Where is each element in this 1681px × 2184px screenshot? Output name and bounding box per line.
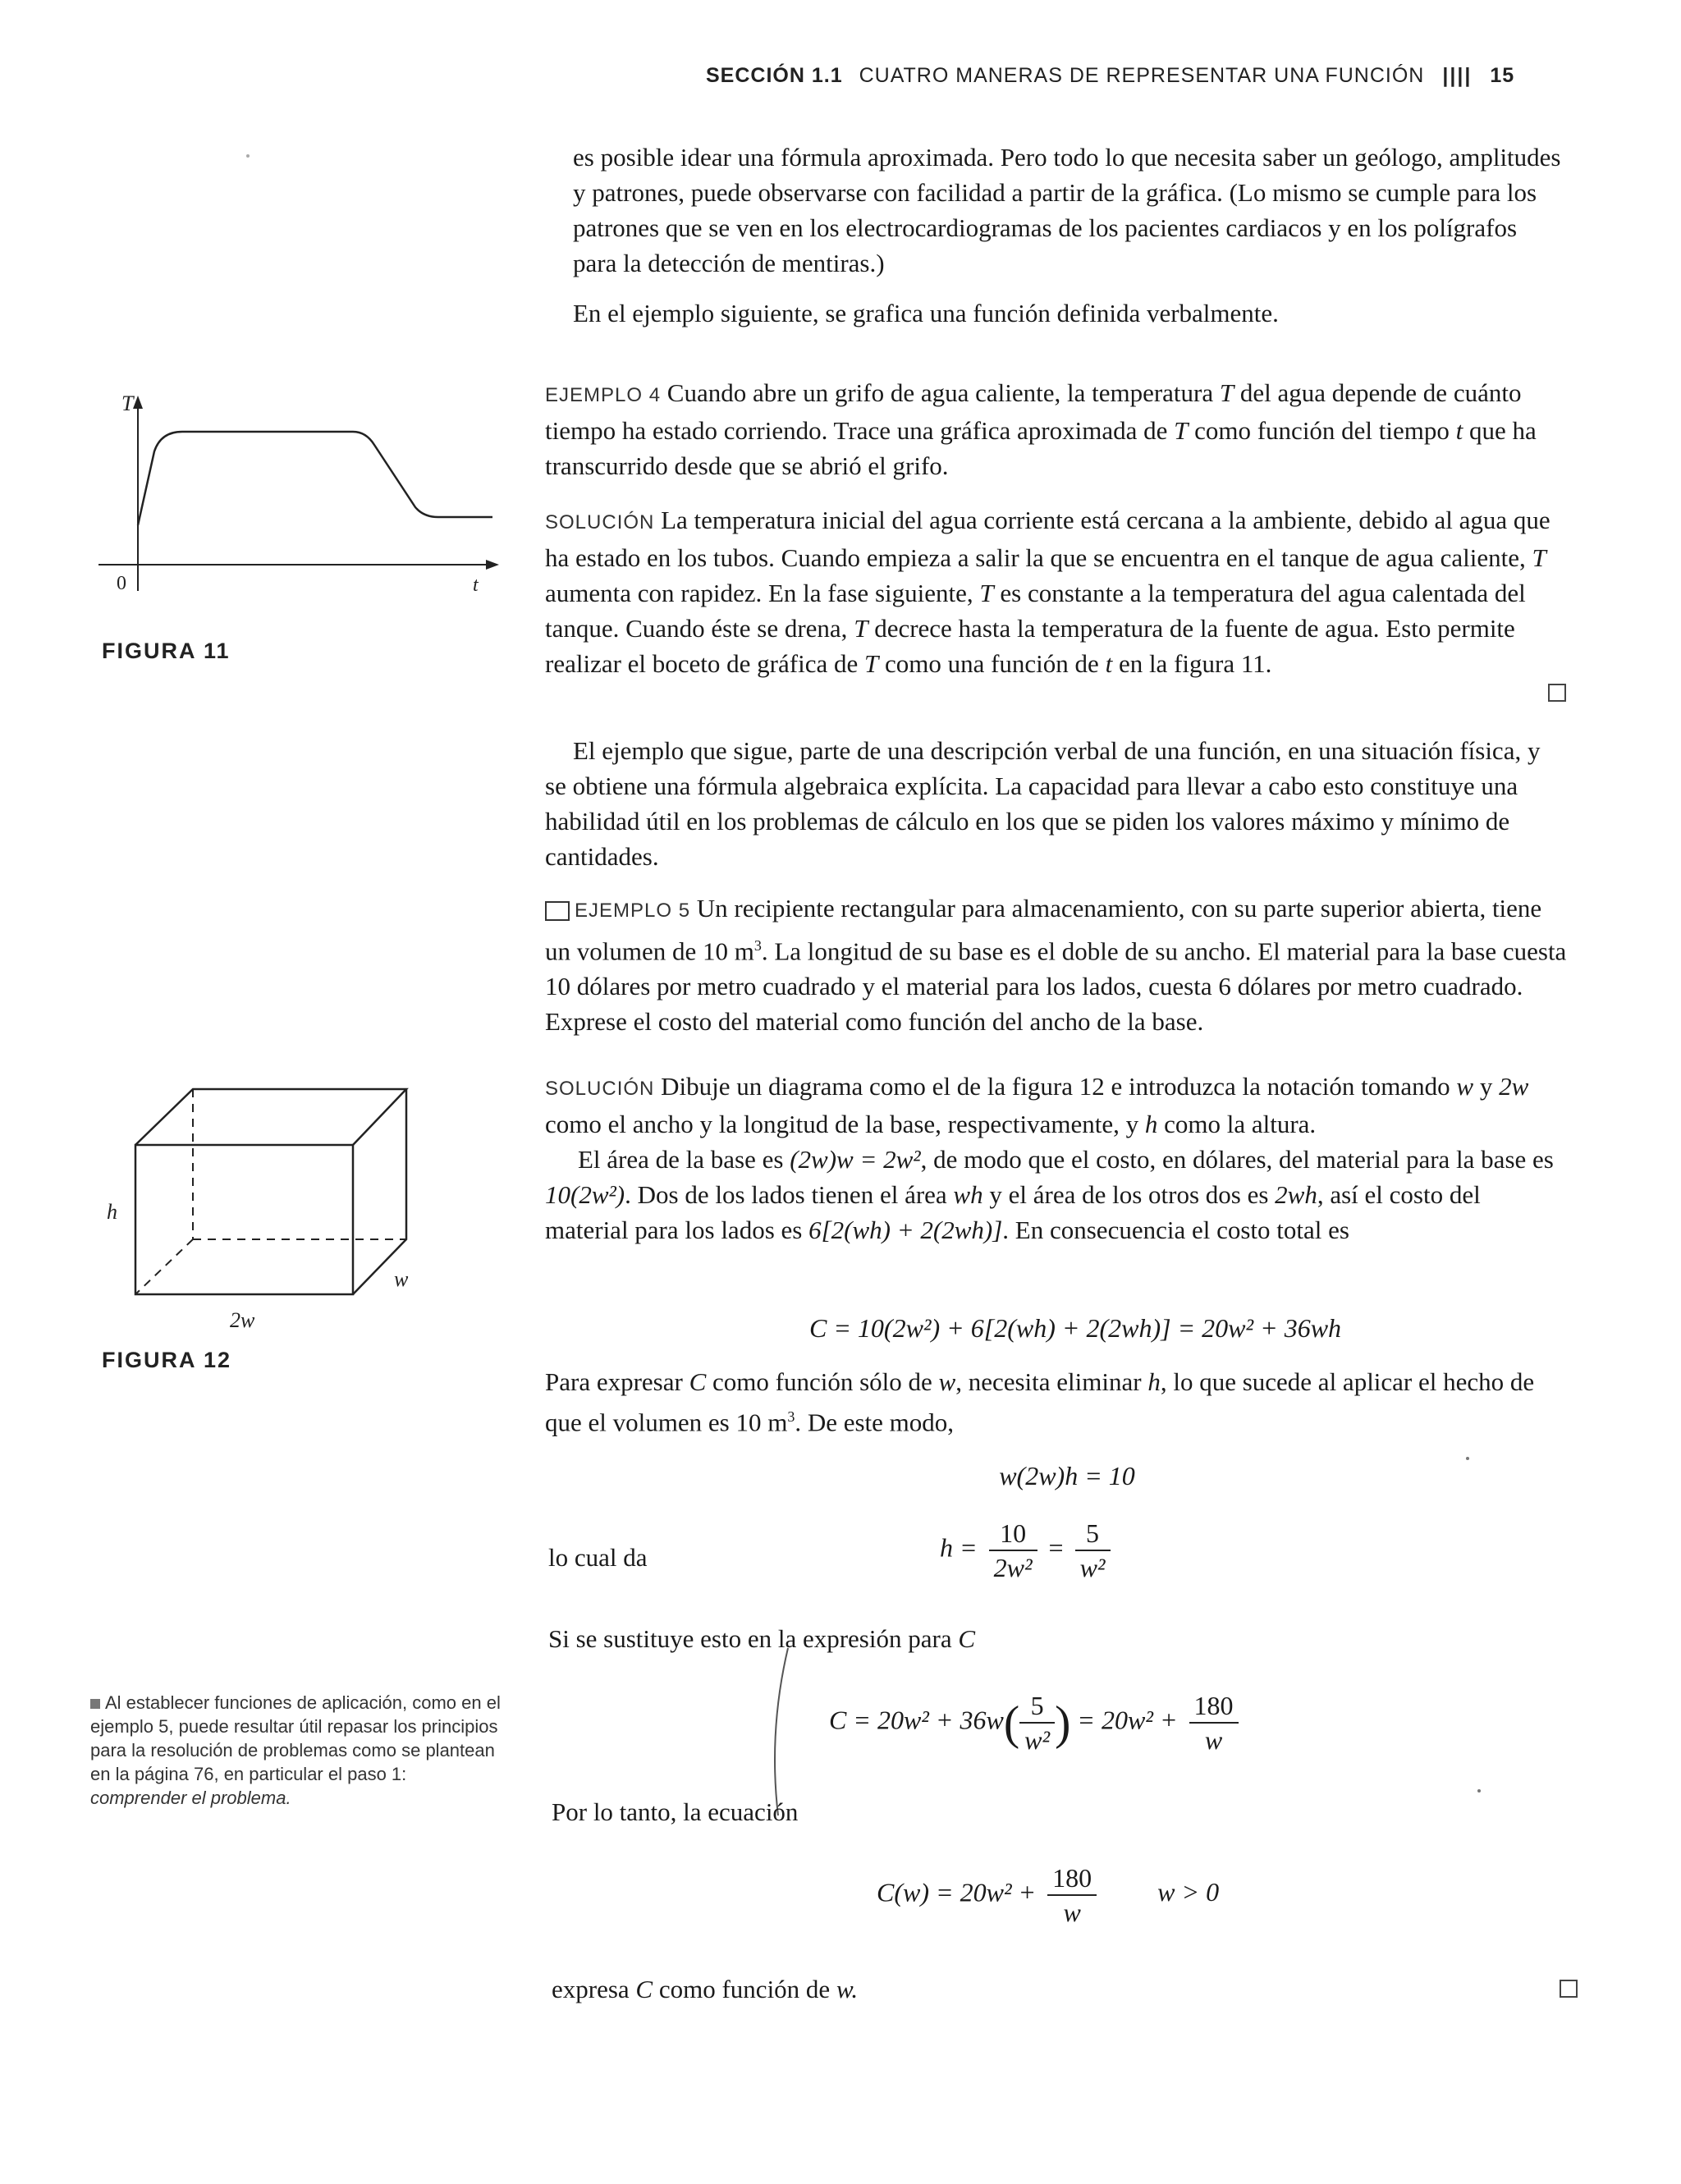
var-w: w: [1456, 1072, 1474, 1101]
express-paragraph: [545, 1364, 1567, 1440]
page-number: 15: [1490, 64, 1515, 87]
var-T: T: [1532, 543, 1546, 572]
example-4-text: Cuando abre un grifo de agua caliente, la temperatura: [666, 378, 1214, 407]
example-4: [545, 375, 1567, 483]
figure-11-caption: FIGURA 11: [102, 639, 231, 663]
equation-mid: = 20w² +: [1077, 1705, 1178, 1735]
example-5-text: Un recipiente rectangular para almacenamiento, con su parte superior abierta, tiene un volumen de 10 m: [545, 894, 1542, 966]
var-T: T: [1174, 416, 1189, 445]
fraction: [1075, 1517, 1111, 1584]
equals-sign: =: [1048, 1532, 1064, 1563]
volume-equation: [944, 1461, 1190, 1491]
stray-mark: [246, 154, 250, 158]
example-4-text: como función del tiempo: [1194, 416, 1450, 445]
end-of-solution-box: [1560, 1980, 1578, 1998]
solution-5-text: . En consecuencia el costo total es: [1002, 1216, 1349, 1244]
h-equation: [940, 1517, 1115, 1584]
example-5: [545, 891, 1567, 1039]
transition-text: El ejemplo que sigue, parte de una descripción verbal de una función, en una situación física, y se obtiene una fórmula algebraica explícita. La capacidad para llevar a cabo esto constituye una habilidad útil en los problemas de cálculo en los que se piden los valores máximo y mínimo de cantidades.: [545, 736, 1541, 871]
var-C: C: [958, 1624, 976, 1653]
section-title: CUATRO MANERAS DE REPRESENTAR UNA FUNCIÓN: [859, 64, 1425, 87]
solution-4-label: SOLUCIÓN: [545, 511, 655, 533]
box-front-face: [135, 1145, 353, 1294]
numerator: 180: [1047, 1861, 1097, 1896]
length-label: 2w: [230, 1308, 255, 1332]
fraction: [989, 1517, 1037, 1584]
equation-lhs: C(w) = 20w² +: [877, 1877, 1037, 1907]
example-4-text: que ha transcurrido desde que se abrió el grifo.: [545, 416, 1537, 480]
intro-text-2: En el ejemplo siguiente, se grafica una función definida verbalmente.: [573, 299, 1279, 327]
numerator: 5: [1019, 1689, 1055, 1724]
expression: 10(2w²): [545, 1180, 625, 1209]
end-of-solution-box: [1548, 684, 1566, 702]
fraction: [1189, 1689, 1239, 1756]
example-4-text: del agua depende de cuánto tiempo ha estado corriendo. Trace una gráfica aproximada de: [545, 378, 1522, 445]
final-cost-function: [877, 1861, 1219, 1929]
figure-12-box-diagram: [90, 1071, 435, 1334]
equation-text: C = 10(2w²) + 6[2(wh) + 2(2wh)] = 20w² + 36wh: [808, 1313, 1342, 1343]
solution-5-text: , así el costo del material para los lados es: [545, 1180, 1481, 1244]
box-top-edges: [135, 1089, 406, 1145]
x-axis-label: t: [473, 575, 479, 596]
equation-text: w(2w)h = 10: [999, 1461, 1135, 1490]
var-t: t: [1105, 649, 1113, 678]
solution-5: [545, 1069, 1567, 1248]
figure-12-caption: FIGURA 12: [102, 1348, 232, 1372]
denominator: w²: [1024, 1725, 1051, 1755]
var-2w: 2w: [1499, 1072, 1529, 1101]
denominator: w: [1204, 1725, 1223, 1755]
solution-5-text: El área de la base es: [578, 1145, 784, 1174]
numerator: 5: [1075, 1517, 1111, 1551]
solution-4-text: aumenta con rapidez. En la fase siguiente,: [545, 579, 973, 607]
video-icon: [545, 901, 570, 921]
solution-5-text: Dibuje un diagrama como el de la figura 12 e introduzca la notación tomando: [661, 1072, 1450, 1101]
solution-5-label: SOLUCIÓN: [545, 1078, 655, 1100]
substitute-text-body: Si se sustituye esto en la expresión para: [548, 1624, 952, 1653]
var-C: C: [689, 1367, 707, 1396]
box-right-edges: [353, 1089, 406, 1294]
numerator: 10: [989, 1517, 1037, 1551]
example-5-label: EJEMPLO 5: [575, 900, 691, 922]
substituted-cost-equation: C = 20w² + 36w( $\frac{5}{\text{w²}}$ ) = 20w² + $\frac{180}{w}$: [829, 1689, 1244, 1756]
var-h: h: [1147, 1367, 1161, 1396]
cost-equation: [739, 1313, 1412, 1344]
final-line: [552, 1971, 858, 2007]
expression: (2w)w = 2w²: [790, 1145, 921, 1174]
intro-text-1: es posible idear una fórmula aproximada. Pero todo lo que necesita saber un geólogo, amplitudes y patrones, puede observarse con facilidad a partir de la gráfica. (Lo mismo se cumple para los patrones que se ven en los electrocardiogramas de los pacientes cardiacos y en los polígrafos para la detección de mentiras.): [573, 143, 1561, 277]
note-bullet-icon: [90, 1699, 100, 1709]
header-bars: ||||: [1442, 64, 1473, 87]
pencil-stroke: [775, 1648, 788, 1815]
express-text: , necesita eliminar: [955, 1367, 1142, 1396]
solution-4-text: decrece hasta la temperatura de la fuente de agua. Esto permite realizar el boceto de gráfica de: [545, 614, 1515, 678]
express-text: , lo que sucede al aplicar el hecho de que el volumen es 10 m: [545, 1367, 1535, 1437]
solution-4-text: en la figura 11.: [1118, 649, 1272, 678]
var-h: h: [1144, 1110, 1158, 1138]
final-text: expresa: [552, 1975, 630, 2003]
note-text: Al establecer funciones de aplicación, como en el ejemplo 5, puede resultar útil repasar los principios para la resolución de problemas como se plantean en la página 76, en particular el paso 1:: [90, 1692, 501, 1784]
superscript: 3: [787, 1408, 795, 1425]
section-number: SECCIÓN 1.1: [706, 64, 843, 87]
final-text: como función de: [658, 1975, 831, 2003]
var-T: T: [863, 649, 879, 678]
var-wh: wh: [953, 1180, 983, 1209]
solution-5-text: , de modo que el costo, en dólares, del material para la base es: [920, 1145, 1554, 1174]
x-axis-arrow: [486, 560, 499, 570]
width-label: w: [394, 1267, 409, 1291]
equation-lhs: C = 20w² + 36w: [829, 1705, 1004, 1735]
solution-5-text: y el área de los otros dos es: [989, 1180, 1269, 1209]
solution-5-text: como la altura.: [1164, 1110, 1317, 1138]
domain-condition: w > 0: [1157, 1877, 1220, 1907]
numerator: 180: [1189, 1689, 1239, 1724]
solution-5-text: . Dos de los lados tienen el área: [625, 1180, 947, 1209]
solution-4: [545, 502, 1567, 681]
example-5-text: . La longitud de su base es el doble de su ancho. El material para la base cuesta 10 dólares por metro cuadrado y el material para los lados, cuesta 6 dólares por metro cuadrado. Exprese el costo del material como función del ancho de la base.: [545, 936, 1567, 1037]
height-label: h: [107, 1200, 117, 1224]
h-lhs: h =: [940, 1532, 978, 1563]
solution-4-text: La temperatura inicial del agua corriente está cercana a la ambiente, debido al agua que ha estado en los tubos. Cuando empieza a salir la que se encuentra en el tanque de agua caliente,: [545, 506, 1550, 572]
express-text: como función sólo de: [712, 1367, 932, 1396]
denominator: 2w²: [993, 1553, 1033, 1582]
var-2wh: 2wh: [1275, 1180, 1317, 1209]
intro-paragraph: [573, 140, 1566, 331]
expression: 6[2(wh) + 2(2wh)]: [808, 1216, 1003, 1244]
example-4-label: EJEMPLO 4: [545, 384, 662, 406]
note-emphasis: comprender el problema.: [90, 1788, 291, 1808]
y-axis-arrow: [133, 396, 143, 409]
temperature-curve: [138, 432, 492, 525]
gives-text: lo cual da: [548, 1543, 648, 1572]
fraction: [1019, 1689, 1055, 1756]
hidden-edge: [135, 1239, 193, 1294]
denominator: w: [1063, 1898, 1081, 1927]
solution-5-text: como el ancho y la longitud de la base, respectivamente, y: [545, 1110, 1139, 1138]
figure-11-graph: [90, 386, 517, 607]
origin-label: 0: [117, 573, 126, 594]
denominator: w²: [1079, 1553, 1106, 1582]
substitute-text: [548, 1621, 1533, 1656]
solution-4-text: como una función de: [884, 649, 1099, 678]
var-w: w.: [836, 1975, 859, 2003]
solution-5-text: y: [1479, 1072, 1493, 1101]
var-T: T: [854, 614, 868, 643]
var-C: C: [635, 1975, 653, 2003]
running-header: [706, 64, 1576, 97]
express-text: Para expresar: [545, 1367, 683, 1396]
var-T: T: [979, 579, 994, 607]
margin-note: [90, 1691, 501, 1810]
var-T: T: [1219, 378, 1234, 407]
stray-mark: [1466, 1457, 1469, 1460]
transition-paragraph: [545, 733, 1567, 874]
y-axis-label: T: [121, 391, 134, 415]
var-t: t: [1455, 416, 1463, 445]
solution-4-text: es constante a la temperatura del agua calentada del tanque. Cuando éste se drena,: [545, 579, 1526, 643]
var-w: w: [938, 1367, 956, 1396]
superscript: 3: [753, 937, 762, 954]
fraction: [1047, 1861, 1097, 1929]
express-text: . De este modo,: [795, 1408, 955, 1437]
therefore-text: Por lo tanto, la ecuación: [552, 1797, 799, 1826]
stray-mark: [1477, 1789, 1481, 1793]
